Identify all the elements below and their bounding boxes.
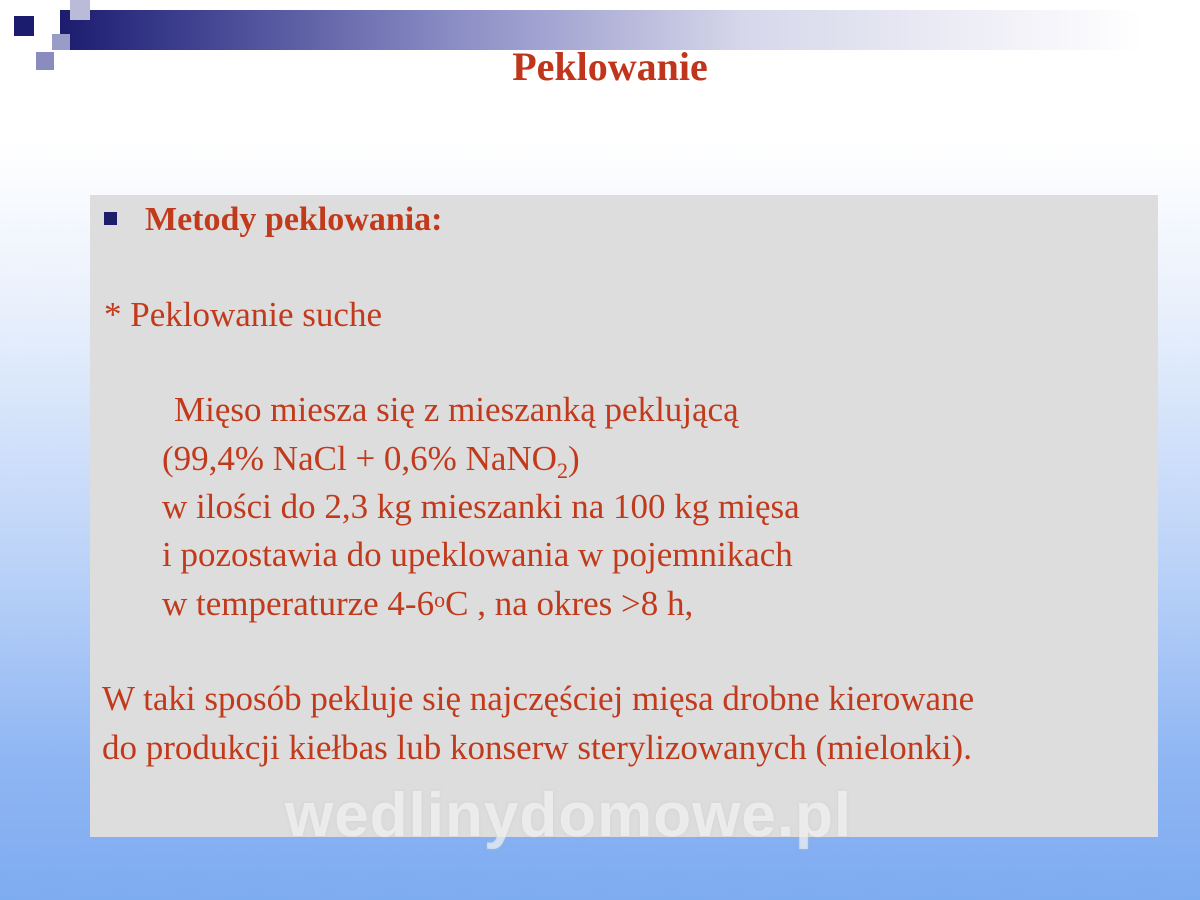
formula-subscript: 2 <box>556 458 568 483</box>
degree-superscript: o <box>434 587 446 612</box>
slide-title: Peklowanie <box>512 44 708 89</box>
description-line-1: Mięso miesza się z mieszanką peklującą <box>174 390 739 429</box>
content-panel <box>90 195 1158 837</box>
summary-line-2: do produkcji kiełbas lub konserw sterylizowanych (mielonki). <box>102 728 972 767</box>
description-line-3: w ilości do 2,3 kg mieszanki na 100 kg mięsa <box>162 487 800 526</box>
temperature-text: w temperaturze 4-6 <box>162 584 435 623</box>
method-line: * Peklowanie suche <box>104 295 382 334</box>
summary-line-1: W taki sposób pekluje się najczęściej mięsa drobne kierowane <box>102 679 975 718</box>
description-line-5 <box>162 584 693 624</box>
square-bullet-icon <box>104 212 117 225</box>
heading-text: Metody peklowania: <box>145 201 443 238</box>
temperature-rest: C , na okres >8 h, <box>445 584 694 623</box>
formula-close: ) <box>567 439 580 478</box>
description-line-4: i pozostawia do upeklowania w pojemnikach <box>162 535 793 574</box>
description-line-2 <box>162 439 580 483</box>
formula-text: (99,4% NaCl + 0,6% NaNO <box>162 439 557 478</box>
bullet-heading <box>104 200 443 240</box>
watermark: wedlinydomowe.pl <box>285 781 853 850</box>
decor-square <box>70 0 90 20</box>
decor-square <box>14 16 34 36</box>
